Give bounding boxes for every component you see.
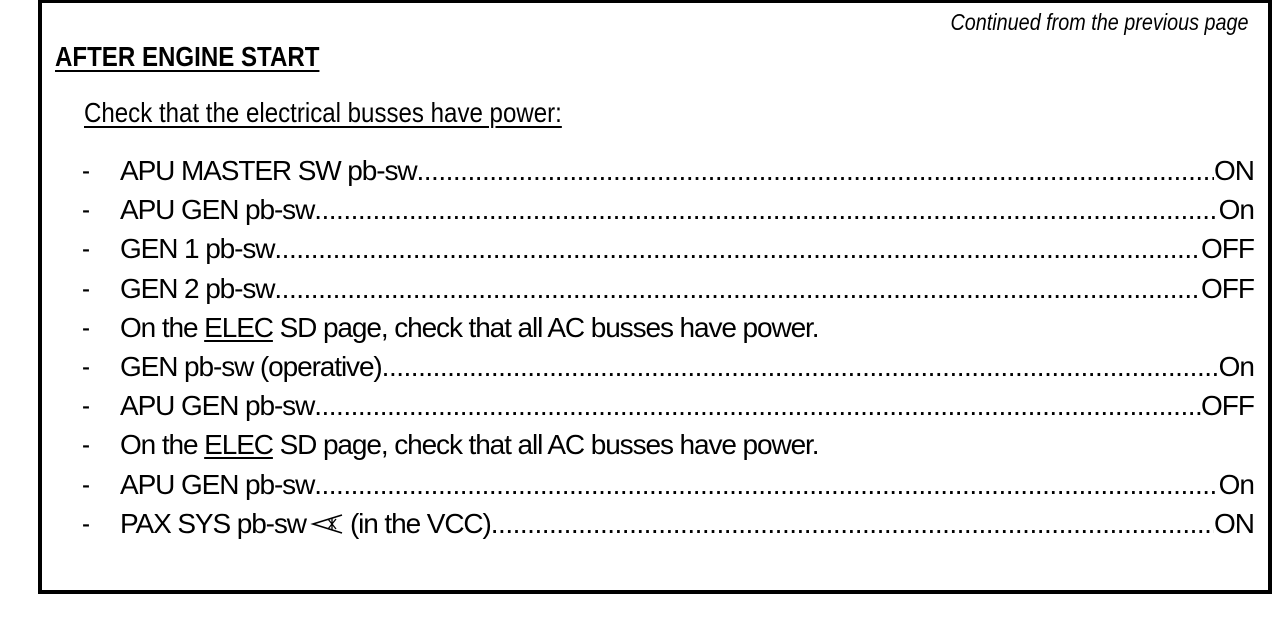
list-item xyxy=(82,192,1254,231)
elec-page-reference: ELEC xyxy=(204,311,273,343)
item-label: GEN pb-sw (operative) xyxy=(120,350,382,382)
item-label-pre: PAX SYS pb-sw xyxy=(120,507,306,539)
item-label: APU MASTER SW pb-sw xyxy=(120,155,417,186)
bullet-dash: - xyxy=(82,429,91,461)
dot-leader xyxy=(416,153,1214,189)
bullet-dash: - xyxy=(82,311,91,343)
list-item xyxy=(82,388,1254,427)
list-item xyxy=(82,271,1254,310)
section-title: AFTER ENGINE START xyxy=(55,41,320,72)
item-label: APU GEN pb-sw xyxy=(120,194,315,226)
item-note xyxy=(120,427,818,463)
bullet-dash: - xyxy=(82,350,91,382)
note-text-pre: On the xyxy=(120,429,205,461)
checklist-frame xyxy=(38,0,1272,594)
dot-leader xyxy=(274,231,1201,267)
item-value: On xyxy=(1218,468,1254,500)
bullet-dash: - xyxy=(82,194,91,226)
item-value: OFF xyxy=(1201,233,1254,265)
item-label: APU GEN pb-sw xyxy=(120,390,315,422)
list-item xyxy=(82,153,1254,192)
item-label xyxy=(120,506,491,542)
elec-page-reference: ELEC xyxy=(204,429,273,461)
checklist xyxy=(82,153,1254,545)
dot-leader xyxy=(491,506,1214,542)
note-text-post: SD page, check that all AC busses have power. xyxy=(272,429,819,461)
note-text-post: SD page, check that all AC busses have power. xyxy=(272,311,819,343)
dot-leader xyxy=(314,467,1218,503)
item-value: OFF xyxy=(1201,272,1254,304)
item-value: On xyxy=(1218,194,1254,226)
item-label: GEN 1 pb-sw xyxy=(120,233,275,265)
item-note xyxy=(120,310,818,346)
item-label: APU GEN pb-sw xyxy=(120,468,315,500)
item-value: On xyxy=(1218,350,1254,382)
continued-note: Continued from the previous page xyxy=(950,9,1248,35)
dot-leader xyxy=(314,388,1201,424)
item-label: GEN 2 pb-sw xyxy=(120,272,275,304)
bullet-dash: - xyxy=(82,233,91,265)
item-value: ON xyxy=(1214,507,1254,539)
dot-leader xyxy=(314,192,1218,228)
list-item xyxy=(82,467,1254,506)
item-value: ON xyxy=(1214,155,1254,186)
item-label-post: (in the VCC) xyxy=(349,507,491,539)
bullet-dash: - xyxy=(82,390,91,422)
dot-leader xyxy=(382,349,1219,385)
bullet-dash: - xyxy=(82,507,91,539)
list-item-note xyxy=(82,427,1254,466)
bullet-dash: - xyxy=(82,272,91,304)
item-value: OFF xyxy=(1201,390,1254,422)
note-text-pre: On the xyxy=(120,311,205,343)
pax-sys-arrow-icon xyxy=(310,511,344,537)
bullet-dash: - xyxy=(82,155,91,186)
list-item xyxy=(82,349,1254,388)
list-item xyxy=(82,506,1254,545)
list-item xyxy=(82,231,1254,270)
list-item-note xyxy=(82,310,1254,349)
bullet-dash: - xyxy=(82,468,91,500)
section-intro: Check that the electrical busses have power: xyxy=(84,97,562,128)
dot-leader xyxy=(274,271,1201,307)
